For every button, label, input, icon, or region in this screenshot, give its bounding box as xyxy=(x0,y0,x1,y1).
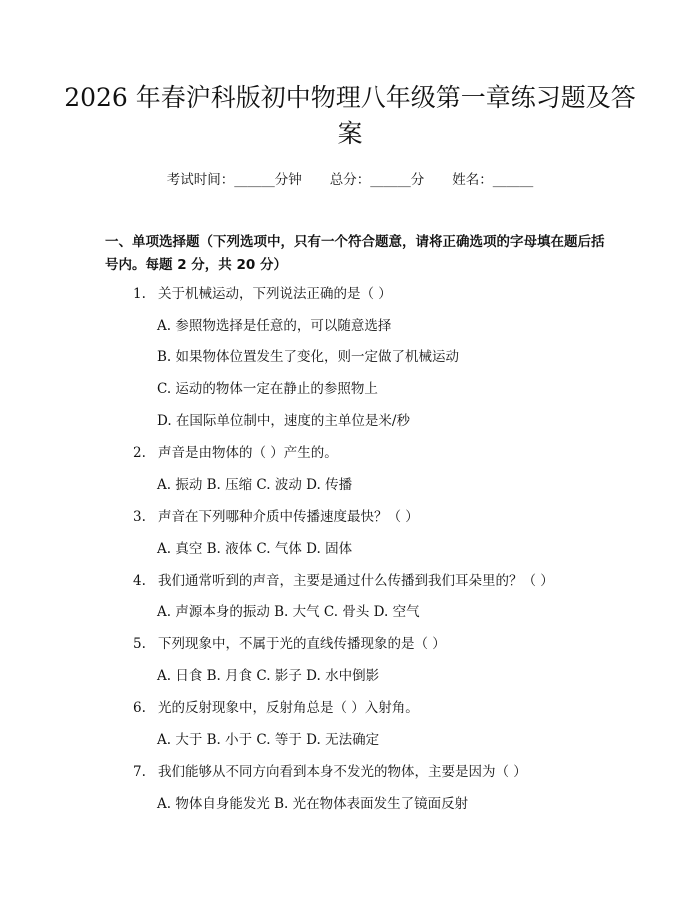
question-text: 我们通常听到的声音，主要是通过什么传播到我们耳朵里的？（ ） xyxy=(158,573,554,589)
page-title: 2026 年春沪科版初中物理八年级第一章练习题及答案 xyxy=(64,83,636,148)
question-number: 3. xyxy=(133,509,146,525)
question-text: 光的反射现象中，反射角总是（ ）入射角。 xyxy=(158,700,419,716)
exam-time: 考试时间：______分钟 xyxy=(166,172,302,188)
question-option: A. 振动 B. 压缩 C. 波动 D. 传播 xyxy=(157,477,353,493)
question-text: 我们能够从不同方向看到本身不发光的物体，主要是因为（ ） xyxy=(158,764,527,780)
question-option: C. 运动的物体一定在静止的参照物上 xyxy=(157,381,378,397)
question-text: 声音是由物体的（ ）产生的。 xyxy=(158,445,338,461)
question-number: 4. xyxy=(133,573,146,589)
question-number: 7. xyxy=(133,764,146,780)
question-option: A. 物体自身能发光 B. 光在物体表面发生了镜面反射 xyxy=(157,796,469,812)
question-number: 2. xyxy=(133,445,146,461)
question-number: 6. xyxy=(133,700,146,716)
question xyxy=(133,632,446,652)
section-heading: 一、单项选择题（下列选项中，只有一个符合题意，请将正确选项的字母填在题后括号内。每题 2 分，共 20 分） xyxy=(105,234,605,273)
total-score: 总分：______分 xyxy=(329,172,425,188)
question-text: 关于机械运动，下列说法正确的是（ ） xyxy=(158,286,392,302)
question xyxy=(133,760,527,780)
question-number: 1. xyxy=(133,286,146,302)
question-text: 下列现象中，不属于光的直线传播现象的是（ ） xyxy=(158,636,446,652)
question xyxy=(133,282,392,302)
question-text: 声音在下列哪种介质中传播速度最快？（ ） xyxy=(158,509,419,525)
question-option: A. 声源本身的振动 B. 大气 C. 骨头 D. 空气 xyxy=(157,604,420,620)
question-option: A. 大于 B. 小于 C. 等于 D. 无法确定 xyxy=(157,732,380,748)
question xyxy=(133,505,419,525)
question xyxy=(133,441,338,461)
question xyxy=(133,569,554,589)
question xyxy=(133,696,419,716)
question-option: B. 如果物体位置发生了变化，则一定做了机械运动 xyxy=(157,349,460,365)
exam-meta xyxy=(0,168,700,188)
question-option: A. 日食 B. 月食 C. 影子 D. 水中倒影 xyxy=(157,668,380,684)
question-number: 5. xyxy=(133,636,146,652)
question-option: A. 参照物选择是任意的，可以随意选择 xyxy=(157,318,392,334)
question-option: A. 真空 B. 液体 C. 气体 D. 固体 xyxy=(157,541,353,557)
student-name: 姓名：______ xyxy=(452,172,534,188)
question-option: D. 在国际单位制中，速度的主单位是米/秒 xyxy=(157,413,410,429)
